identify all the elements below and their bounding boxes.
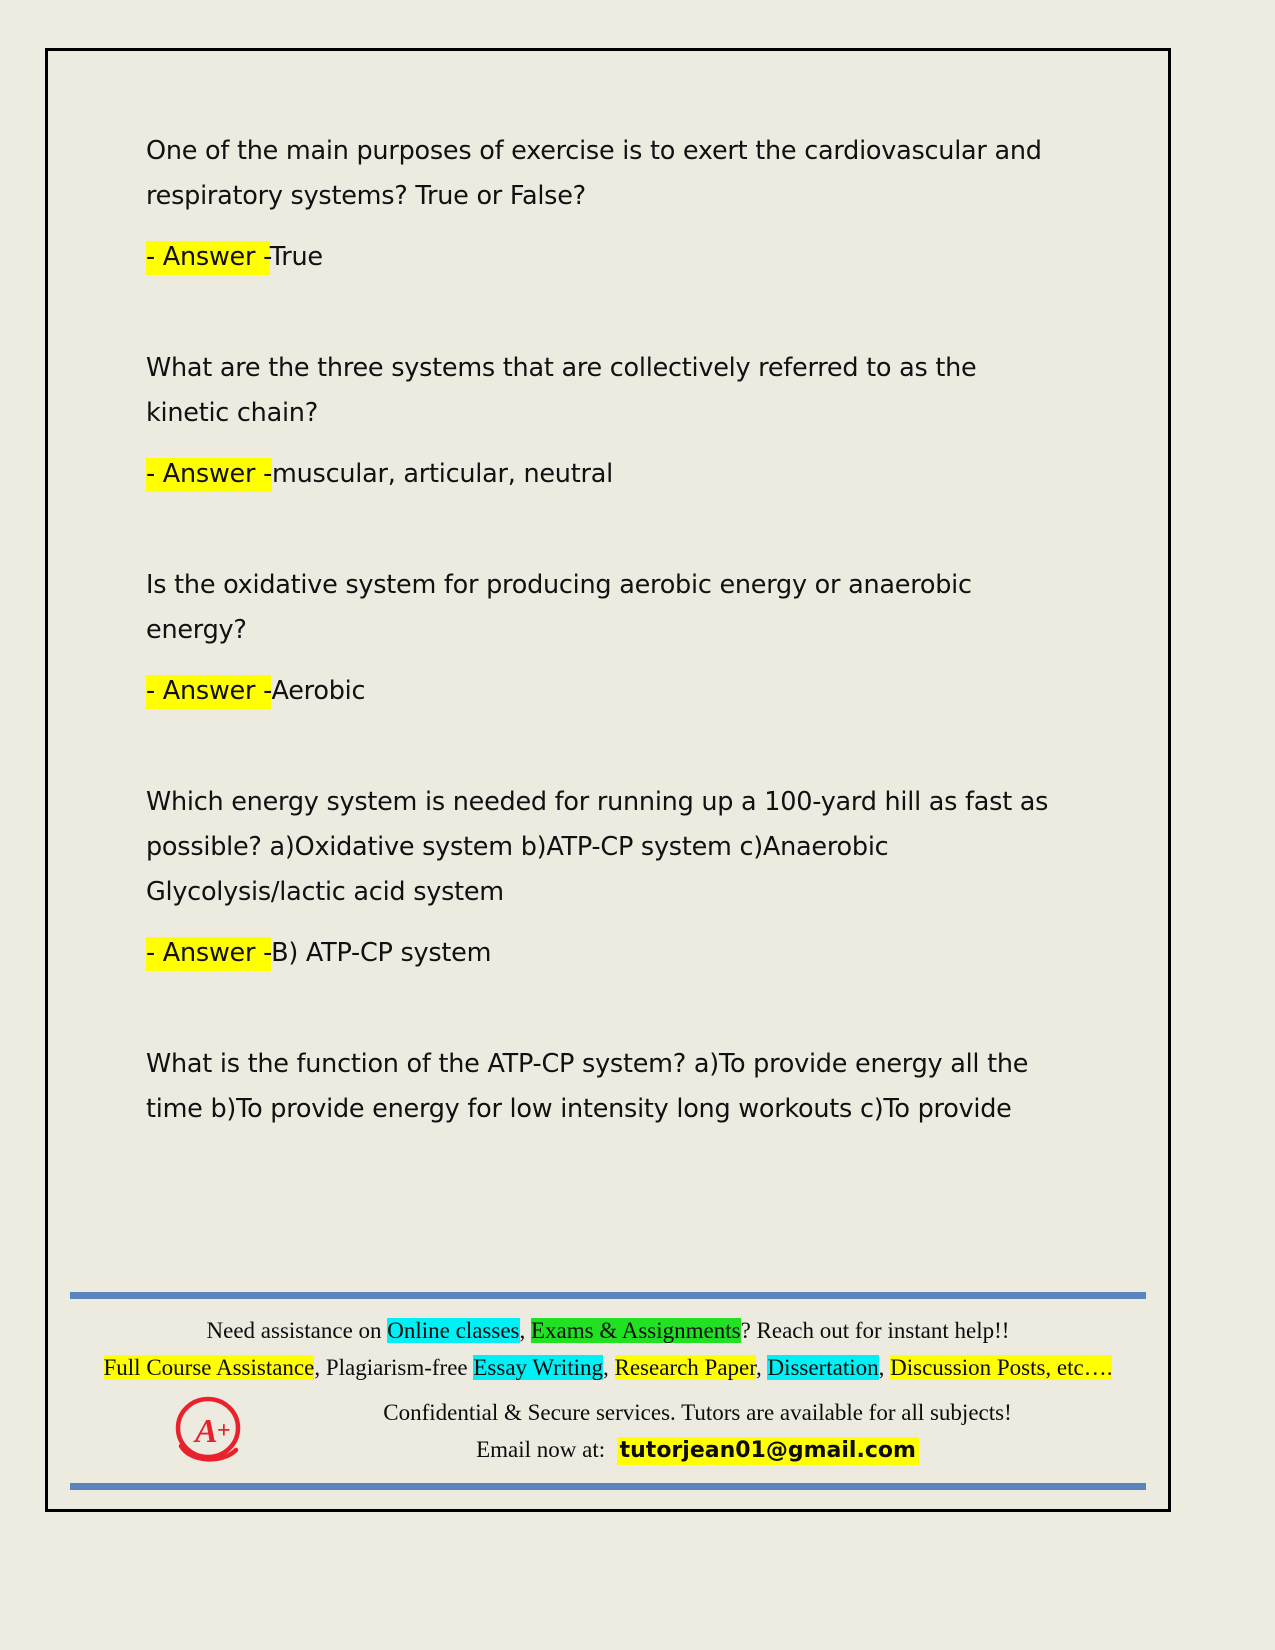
footer-highlight-research-paper: Research Paper: [614, 1355, 756, 1380]
qa-block: [146, 563, 1076, 714]
footer-text-fragment: ,: [519, 1318, 531, 1343]
answer-line: [146, 931, 1076, 976]
footer-confidential-text: Confidential & Secure services. Tutors are available for all subjects!: [383, 1400, 1012, 1425]
page-footer: [48, 1274, 1168, 1509]
question-text: What is the function of the ATP-CP system? a)To provide energy all the time b)To provide energy for low intensity long workouts c)To provide: [146, 1049, 1029, 1124]
footer-email-label: Email now at:: [476, 1437, 606, 1462]
footer-highlight-exams-assignments: Exams & Assignments: [531, 1318, 741, 1343]
footer-highlight-full-course-assistance: Full Course Assistance: [103, 1355, 315, 1380]
footer-promo-line-2: [48, 1355, 1168, 1381]
answer-value: muscular, articular, neutral: [272, 459, 613, 489]
footer-text-fragment: ,: [755, 1355, 768, 1380]
answer-line: [146, 452, 1076, 497]
footer-divider-bottom: [70, 1483, 1146, 1490]
footer-text-fragment: ,: [878, 1355, 891, 1380]
answer-line: [146, 235, 1076, 280]
question-text: Which energy system is needed for running up a 100-yard hill as fast as possible? a)Oxidative system b)ATP-CP system c)Anaerobic Glycolysis/lactic acid system: [146, 787, 1049, 907]
footer-text-fragment: , Plagiarism-free: [314, 1355, 474, 1380]
footer-email-row: [263, 1432, 1132, 1469]
question-text: One of the main purposes of exercise is to exert the cardiovascular and respiratory systems? True or False?: [146, 136, 1042, 211]
qa-block: [146, 780, 1076, 976]
answer-tag: - Answer -: [146, 937, 271, 971]
footer-email-address[interactable]: tutorjean01@gmail.com: [617, 1437, 919, 1465]
answer-line: [146, 669, 1076, 714]
footer-highlight-online-classes: Online classes: [387, 1318, 520, 1343]
question-text: Is the oxidative system for producing aerobic energy or anaerobic energy?: [146, 570, 972, 645]
footer-contact-block: [263, 1396, 1132, 1469]
qa-block: [146, 1042, 1076, 1132]
footer-text-fragment: ? Reach out for instant help!!: [740, 1318, 1010, 1343]
question-text: What are the three systems that are collectively referred to as the kinetic chain?: [146, 353, 977, 428]
footer-highlight-discussion-posts: Discussion Posts, etc….: [890, 1355, 1113, 1380]
document-page: [45, 48, 1171, 1512]
svg-text:A: A: [195, 1413, 218, 1450]
answer-tag: - Answer -: [146, 675, 271, 709]
footer-highlight-essay-writing: Essay Writing: [473, 1355, 603, 1380]
footer-promo-line-1: [48, 1318, 1168, 1344]
answer-value: Aerobic: [271, 676, 366, 706]
footer-text-fragment: ,: [603, 1355, 615, 1380]
answer-value: B) ATP-CP system: [271, 938, 492, 968]
svg-text:+: +: [217, 1418, 231, 1444]
qa-content: [146, 129, 1076, 1148]
answer-tag: - Answer -: [146, 458, 272, 492]
answer-value: True: [269, 242, 323, 272]
footer-divider-top: [70, 1292, 1146, 1299]
footer-highlight-dissertation: Dissertation: [767, 1355, 879, 1380]
qa-block: [146, 346, 1076, 497]
footer-text-fragment: Need assistance on: [206, 1318, 388, 1343]
qa-block: [146, 129, 1076, 280]
answer-tag: - Answer -: [146, 241, 270, 275]
a-plus-grade-logo-icon: [170, 1394, 248, 1466]
